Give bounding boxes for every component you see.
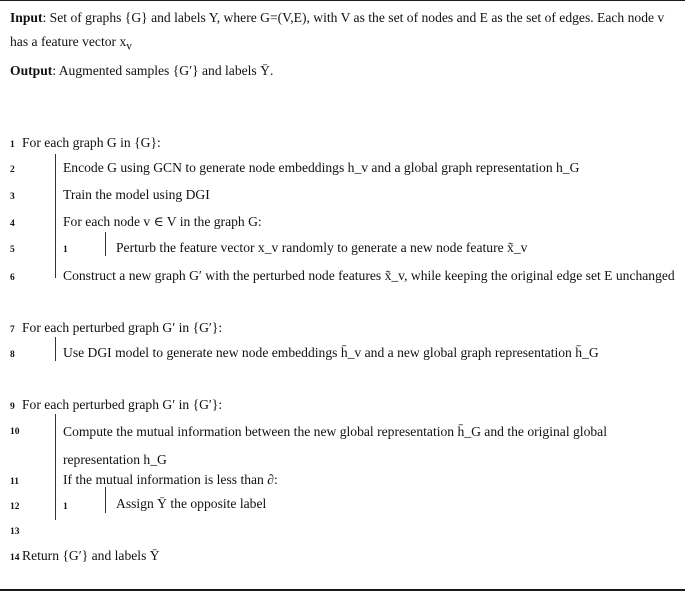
- line-number: 10: [10, 427, 20, 437]
- block-bar: [55, 337, 56, 361]
- algorithm-line: Assign Ȳ the opposite label: [116, 496, 267, 511]
- algorithm-header: [10, 6, 678, 83]
- block-bar: [55, 154, 56, 278]
- algorithm-line: Encode G using GCN to generate node embeddings h_v and a global graph representation h_G: [63, 160, 580, 175]
- line-number: 5: [10, 245, 15, 255]
- line-number: 8: [10, 350, 15, 360]
- line-number: 3: [10, 192, 15, 202]
- line-number: 7: [10, 325, 15, 335]
- inner-line-number: 1: [63, 502, 68, 512]
- algorithm-line: If the mutual information is less than ∂:: [63, 472, 278, 487]
- output-line: [10, 59, 678, 83]
- input-text: : Set of graphs {G} and labels Y, where G=(V,E), with V as the set of nodes and E as the set of edges. Each node v has a feature vector x: [10, 10, 665, 49]
- output-text: : Augmented samples {G′} and labels Ȳ.: [52, 62, 274, 78]
- line-number: 11: [10, 477, 19, 487]
- output-label: Output: [10, 62, 53, 78]
- line-number: 9: [10, 402, 15, 412]
- input-subscript: v: [126, 40, 132, 53]
- line-number: 4: [10, 219, 15, 229]
- algorithm-line: Construct a new graph G′ with the perturbed node features x̃_v, while keeping the original edge set E unchanged: [63, 268, 675, 283]
- algorithm-line: For each graph G in {G}:: [22, 135, 161, 150]
- algorithm-line: Perturb the feature vector x_v randomly to generate a new node feature x̃_v: [116, 240, 528, 255]
- algorithm-line: Compute the mutual information between the new global representation h̄_G and the original global representation h_G: [63, 424, 607, 467]
- algorithm-line: Use DGI model to generate new node embeddings h̄_v and a new global graph representation h̄_G: [63, 345, 599, 360]
- algorithm-line: Train the model using DGI: [63, 187, 210, 202]
- line-number: 14: [10, 553, 20, 563]
- block-bar: [105, 232, 106, 256]
- algorithm-line: For each node v ∈ V in the graph G:: [63, 214, 262, 229]
- algorithm-line: For each perturbed graph G′ in {G′}:: [22, 397, 223, 412]
- line-number: 13: [10, 527, 20, 537]
- algorithm-line: Return {G′} and labels Ȳ: [22, 548, 160, 563]
- line-number: 6: [10, 273, 15, 283]
- block-bar: [105, 487, 106, 513]
- inner-line-number: 1: [63, 245, 68, 255]
- top-rule: [0, 0, 685, 1]
- line-number: 1: [10, 140, 15, 150]
- line-number: 2: [10, 165, 15, 175]
- bottom-rule: [0, 589, 685, 591]
- line-number: 12: [10, 502, 20, 512]
- input-line: [10, 6, 678, 59]
- algorithm-line: For each perturbed graph G′ in {G′}:: [22, 320, 223, 335]
- block-bar: [55, 414, 56, 520]
- input-label: Input: [10, 10, 43, 25]
